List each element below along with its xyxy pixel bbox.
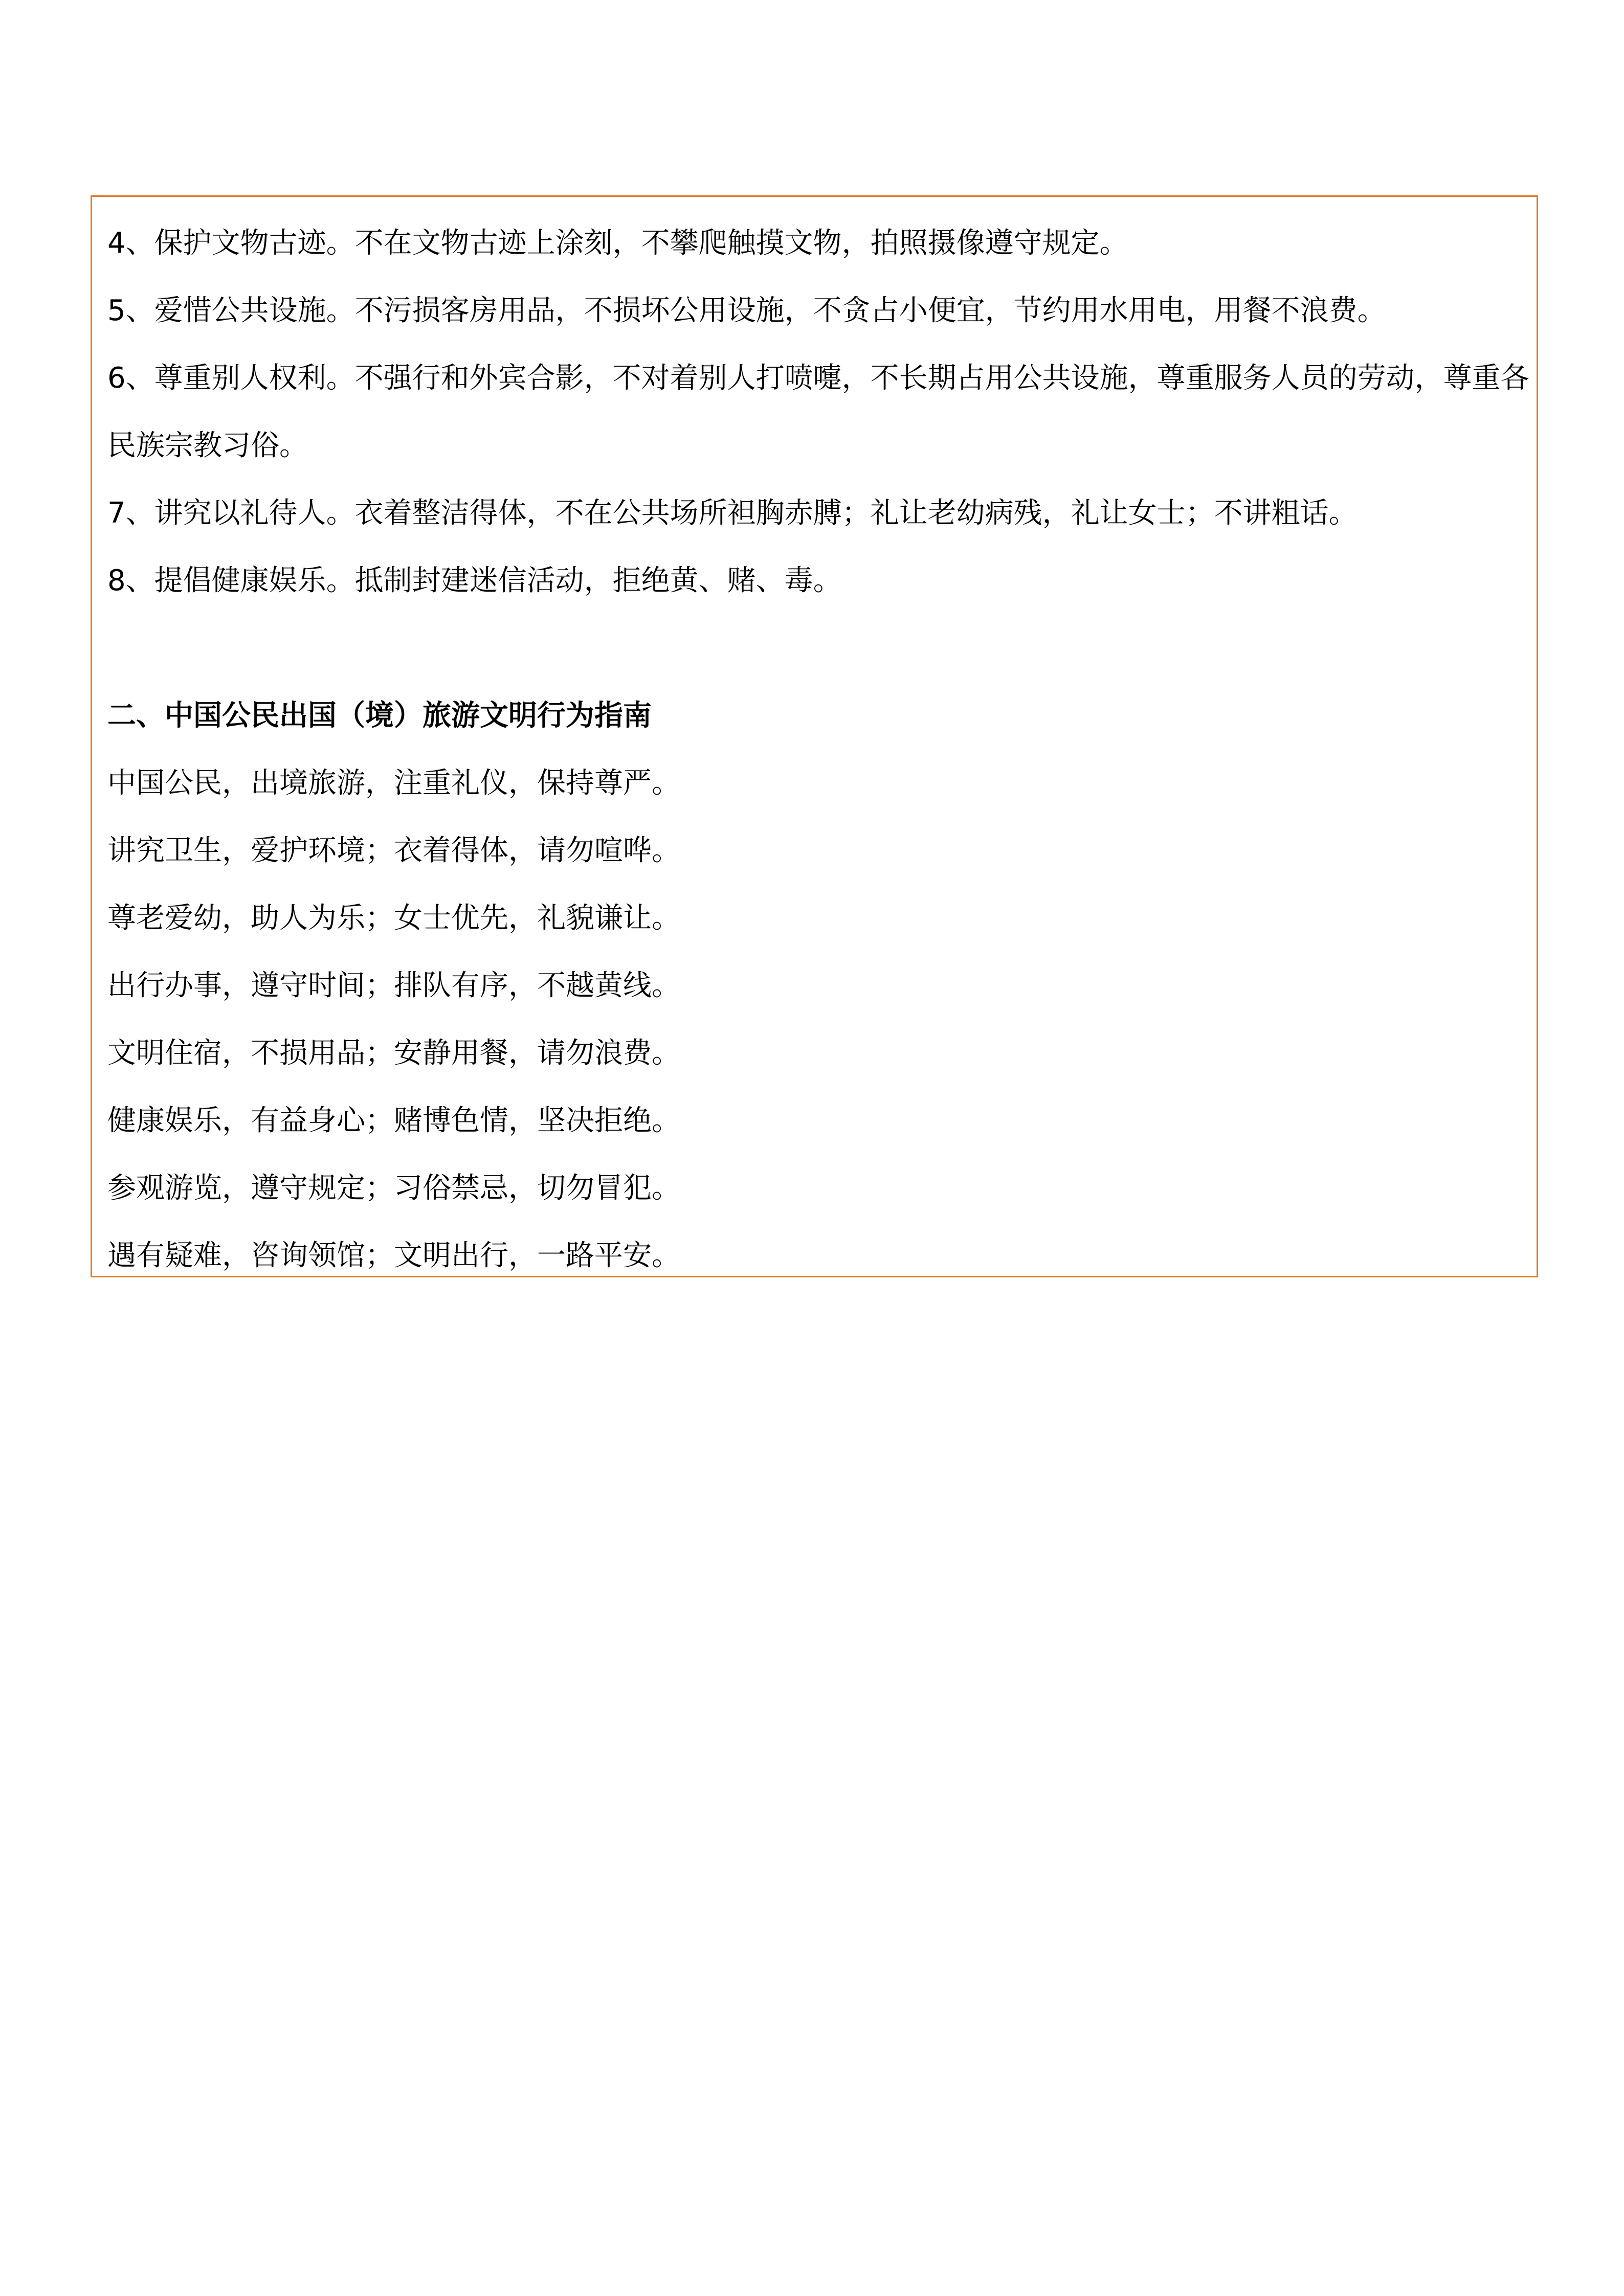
guide-line: 健康娱乐，有益身心；赌博色情，坚决拒绝。 [107, 1104, 680, 1137]
content-body [107, 210, 1529, 1290]
spacer [107, 615, 1521, 682]
guide-line: 遇有疑难，咨询领馆；文明出行，一路平安。 [107, 1239, 680, 1272]
guide-line: 尊老爱幼，助人为乐；女士优先，礼貌谦让。 [107, 902, 680, 935]
guide-line: 讲究卫生，爱护环境；衣着得体，请勿喧哗。 [107, 834, 680, 867]
guide-line: 文明住宿，不损用品；安静用餐，请勿浪费。 [107, 1037, 680, 1070]
rule-item-4: 4、保护文物古迹。不在文物古迹上涂刻，不攀爬触摸文物，拍照摄像遵守规定。 [107, 227, 1128, 260]
guide-line: 参观游览，遵守规定；习俗禁忌，切勿冒犯。 [107, 1172, 680, 1205]
guide-line: 出行办事，遵守时间；排队有序，不越黄线。 [107, 969, 680, 1002]
rule-item-6: 6、尊重别人权利。不强行和外宾合影，不对着别人打喷嚏，不长期占用公共设施，尊重服务人员的劳动，尊重各 [107, 362, 1529, 395]
rule-item-6-continued: 民族宗教习俗。 [107, 429, 308, 462]
guide-line: 中国公民，出境旅游，注重礼仪，保持尊严。 [107, 767, 680, 800]
content-box [91, 195, 1538, 1277]
rule-item-7: 7、讲究以礼待人。衣着整洁得体，不在公共场所袒胸赤膊；礼让老幼病残，礼让女士；不讲粗话。 [107, 497, 1358, 530]
rule-item-8: 8、提倡健康娱乐。抵制封建迷信活动，拒绝黄、赌、毒。 [107, 564, 842, 597]
section-heading: 二、中国公民出国（境）旅游文明行为指南 [107, 699, 652, 732]
rule-item-5: 5、爱惜公共设施。不污损客房用品，不损坏公用设施，不贪占小便宜，节约用水用电，用餐不浪费。 [107, 294, 1386, 327]
